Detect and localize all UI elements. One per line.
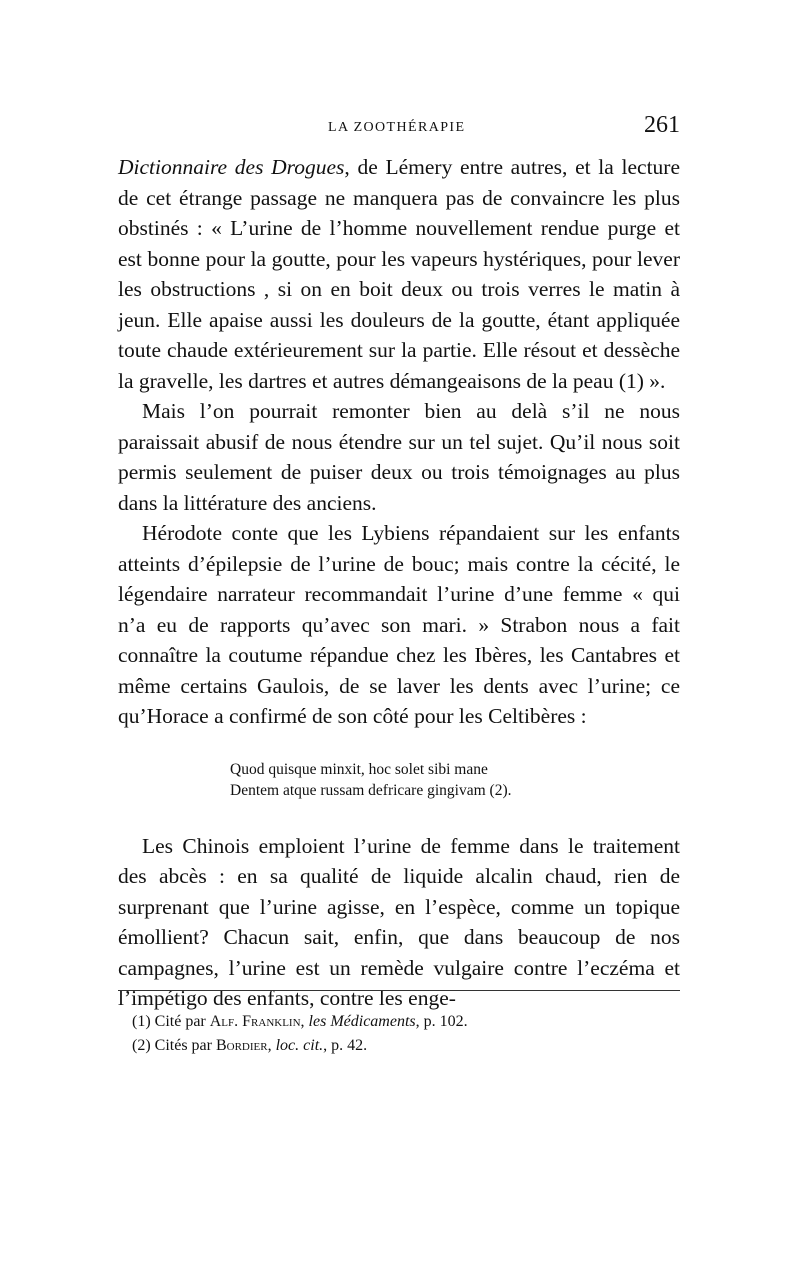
paragraph-2: Mais l’on pourrait remonter bien au delà s’il ne nous paraissait abusif de nous étendre sur un tel sujet. Qu’il nous soit permis seulement de puiser deux ou trois témoignages au plus dans la littérature des anciens. (118, 399, 680, 515)
paragraph-1-text: , de Lémery entre autres, et la lecture de cet étrange passage ne manquera pas de convaincre les plus obstinés : « L’urine de l’homme nouvellement rendue purge et est bonne pour la goutte, pour les vapeurs hystériques, pour lever les obstructions , si on en boit deux ou trois verres le matin à jeun. Elle apaise aussi les douleurs de la goutte, étant appliquée toute chaude extérieurement sur la partie. Elle résout et dessèche la gravelle, les dartres et autres démangeaisons de la peau (1) ». (118, 155, 680, 393)
footnote-2-separator: , (267, 1037, 276, 1054)
footnotes (132, 1010, 672, 1058)
footnote-1-separator: , (300, 1013, 309, 1030)
body-text (118, 152, 680, 1014)
latin-verse-quote (230, 759, 680, 801)
footnote-divider (118, 990, 680, 991)
footnote-1-author: Alf. Franklin (209, 1013, 301, 1030)
footnote-1-marker: (1) Cité par (132, 1013, 210, 1030)
book-title-dictionnaire: Dictionnaire (118, 155, 228, 179)
book-title-drogues: Drogues (271, 155, 345, 179)
running-header (118, 114, 680, 144)
verse-line-1: Quod quisque minxit, hoc solet sibi mane (230, 760, 488, 778)
running-title: LA ZOOTHÉRAPIE (328, 120, 466, 135)
paragraph-4: Les Chinois emploient l’urine de femme dans le traitement des abcès : en sa qualité de liquide alcalin chaud, rien de surprenant que l’urine agisse, en l’espèce, comme un topique émollient? Chacun sait, enfin, que dans beaucoup de nos campagnes, l’urine est un remède vulgaire contre l’eczéma et l’impétigo des enfants, contre les enge- (118, 833, 680, 1010)
verse-line-2: Dentem atque russam defricare gingivam (2). (230, 781, 512, 799)
footnote-2-work: loc. cit. (275, 1037, 324, 1054)
footnote-1 (132, 1010, 672, 1034)
footnote-1-work: les Médicaments (308, 1013, 416, 1030)
footnote-1-page: , p. 102. (415, 1013, 468, 1030)
page-number: 261 (644, 112, 680, 138)
book-title-connector: des (227, 155, 272, 179)
paragraph-1 (118, 152, 680, 396)
paragraph-3: Hérodote conte que les Lybiens répandaient sur les enfants atteints d’épilepsie de l’urine de bouc; mais contre la cécité, le légendaire narrateur recommandait l’urine d’une femme « qui n’a eu de rapports qu’avec son mari. » Strabon nous a fait connaître la coutume répandue chez les Ibères, les Cantabres et même certains Gaulois, de se laver les dents avec l’urine; ce qu’Horace a confirmé de son côté pour les Celtibères : (118, 521, 680, 728)
footnote-2 (132, 1034, 672, 1058)
footnote-2-author: Bordier (215, 1037, 268, 1054)
footnote-2-marker: (2) Cités par (132, 1037, 216, 1054)
footnote-2-page: , p. 42. (323, 1037, 368, 1054)
